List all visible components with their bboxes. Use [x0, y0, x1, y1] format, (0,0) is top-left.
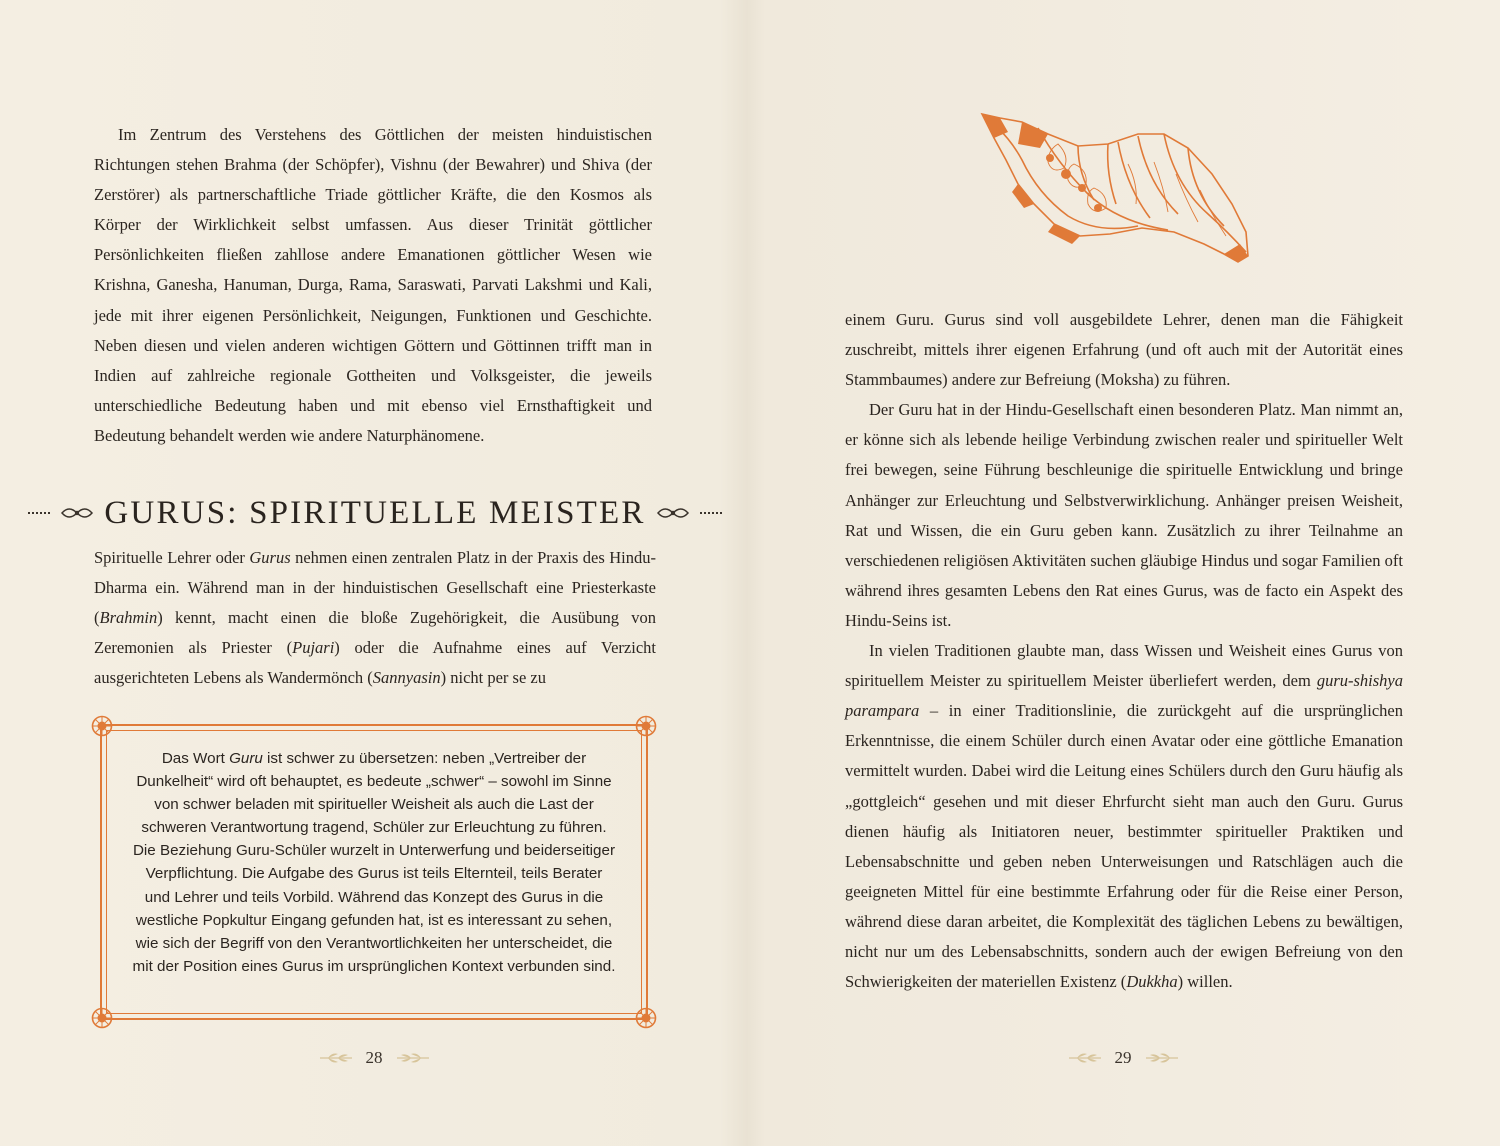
- text-run: ) willen.: [1177, 972, 1233, 992]
- laurel-sprig-icon: [1067, 1051, 1103, 1065]
- text-run: Das Wort: [161, 750, 230, 767]
- guru-paragraph: [94, 543, 656, 693]
- text-run: Spirituelle Lehrer oder: [94, 548, 250, 567]
- dotted-rule: [700, 512, 722, 514]
- paragraph: [845, 636, 1403, 997]
- dotted-rule: [28, 512, 50, 514]
- laurel-sprig-icon: [395, 1051, 431, 1065]
- fleuron-icon: [60, 504, 94, 522]
- text-run: ) kennt, macht einen die bloße Zugehörigkeit, die Ausübung von Zeremonien als Priester (: [94, 608, 656, 658]
- italic-term: Gurus: [249, 548, 291, 567]
- laurel-sprig-icon: [318, 1051, 354, 1065]
- page-number: 29: [1114, 1048, 1132, 1067]
- italic-term: Guru: [229, 750, 263, 767]
- italic-term: guru-shishya parampara: [845, 671, 1403, 721]
- corner-rosette-icon: [635, 1007, 657, 1029]
- text-run: – in einer Traditionslinie, die zurückgeht auf die ursprünglichen Erkenntnisse, die einem Schüler durch einen Avatar oder eine göttliche Emanation vermittelt wurden. Dabei wird die Leitung eines Schülers durch den Guru häufig als „gottgleich“ gesehen und mit dieser Ehrfurcht sieht man auch den Guru. Gurus dienen häufig als Initiatoren neuer, bestimmter spiritueller Praktiken und Lebensabschnitte und geben neben Unterweisungen und Ratschlägen auch die geeigneten Mittel für eine bestimmte Erfahrung oder für die Reise einer Person, während diese daran arbeitet, die Komplexität des täglichen Lebens zu bewältigen, nicht nur um des Lebensabschnitts, sondern auch der ewigen Befreiung von den Schwierigkeiten der materiellen Existenz (: [845, 701, 1403, 992]
- text-run: ist schwer zu übersetzen: neben „Vertreiber der Dunkelheit“ wird oft behauptet, es bedeute „schwer“ – sowohl im Sinne von schwer beladen mit spiritueller Weisheit als auch die Last der schweren Verantwortung tragend, Schüler zur Erleuchtung zu führen. Die Beziehung Guru-Schüler wurzelt in Unterwerfung und beiderseitiger Verpflichtung. Die Aufgabe des Gurus ist teils Elternteil, teils Berater und Lehrer und teils Vorbild. Während das Konzept des Gurus in die westliche Popkultur Eingang gefunden hat, ist es interessant zu sehen, wie sich der Begriff von den Verantwortlichkeiten her unterscheidet, die mit der Position eines Gurus im ursprünglichen Kontext verbunden sind.: [132, 750, 616, 975]
- text-run: ) nicht per se zu: [440, 668, 546, 688]
- section-title: GURUS: SPIRITUELLE MEISTER: [104, 494, 646, 531]
- corner-rosette-icon: [635, 715, 657, 737]
- sidebar-box: [91, 715, 657, 1029]
- corner-rosette-icon: [91, 715, 113, 737]
- page-number: 28: [365, 1048, 383, 1067]
- fleuron-icon: [656, 504, 690, 522]
- text-run: In vielen Traditionen glaubte man, dass Wissen und Weisheit eines Gurus von spirituellem Meister zu spirituellem Meister überliefert werden, dem: [845, 641, 1403, 691]
- paragraph: Der Guru hat in der Hindu-Gesellschaft einen besonderen Platz. Man nimmt an, er könne sich als lebende heilige Verbindung zwischen realer und spiritueller Welt frei bewegen, seine Führung beschleunige die spirituelle Entwicklung und bringe Anhänger zur Erleuchtung und Selbstverwirklichung. Anhänger preisen Weisheit, Rat und Wissen, die ein Guru geben kann. Zusätzlich zu ihrer Teilnahme an verschiedenen religiösen Aktivitäten suchen gläubige Hindus und sogar Familien oft während ihres gesamten Lebens den Rat eines Gurus, was de facto ein Aspekt des Hindu-Seins ist.: [845, 400, 1403, 630]
- paragraph: einem Guru. Gurus sind voll ausgebildete Lehrer, denen man die Fähigkeit zuschreibt, mittels ihrer eigenen Erfahrung (und oft auch mit der Autorität eines Stammbaumes) andere zur Befreiung (Moksha) zu führen.: [845, 310, 1403, 390]
- italic-term: Pujari: [292, 638, 335, 658]
- page-number-footer: [299, 1044, 449, 1072]
- conch-shell-illustration: [978, 104, 1254, 266]
- text-run: nehmen einen zentralen Platz in der Praxis des Hindu-Dharma ein. Während man in der hinduistischen Gesellschaft eine Priesterkaste (: [94, 548, 656, 628]
- italic-term: Sannyasin: [372, 668, 441, 688]
- text-run: ) oder die Aufnahme eines auf Verzicht ausgerichteten Lebens als Wandermönch (: [94, 638, 656, 688]
- page-number-footer: [1048, 1044, 1198, 1072]
- corner-rosette-icon: [91, 1007, 113, 1029]
- box-text: [131, 747, 617, 978]
- right-body: [845, 305, 1403, 997]
- section-heading: [62, 488, 688, 538]
- intro-paragraph: Im Zentrum des Verstehens des Göttlichen der meisten hinduistischen Richtungen stehen Brahma (der Schöpfer), Vishnu (der Bewahrer) und Shiva (der Zerstörer) als partnerschaftliche Triade göttlicher Kräfte, die den Kosmos als Körper der Wirklichkeit selbst umfassen. Aus dieser Trinität göttlicher Persönlichkeiten fließen zahllose andere Emanationen göttlicher Wesen wie Krishna, Ganesha, Hanuman, Durga, Rama, Saraswati, Parvati Lakshmi und Kali, jede mit ihrer eigenen Persönlichkeit, Neigungen, Funktionen und Geschichte. Neben diesen und vielen anderen wichtigen Göttern und Göttinnen trifft man in Indien auf zahlreiche regionale Gottheiten und Volksgeister, die jeweils unterschiedliche Bedeutung haben und mit ebenso viel Ernsthaftigkeit und Bedeutung behandelt werden wie andere Naturphänomene.: [94, 125, 652, 445]
- right-page: [750, 0, 1500, 1146]
- italic-term: Dukkha: [1126, 972, 1178, 992]
- laurel-sprig-icon: [1144, 1051, 1180, 1065]
- italic-term: Brahmin: [99, 608, 158, 628]
